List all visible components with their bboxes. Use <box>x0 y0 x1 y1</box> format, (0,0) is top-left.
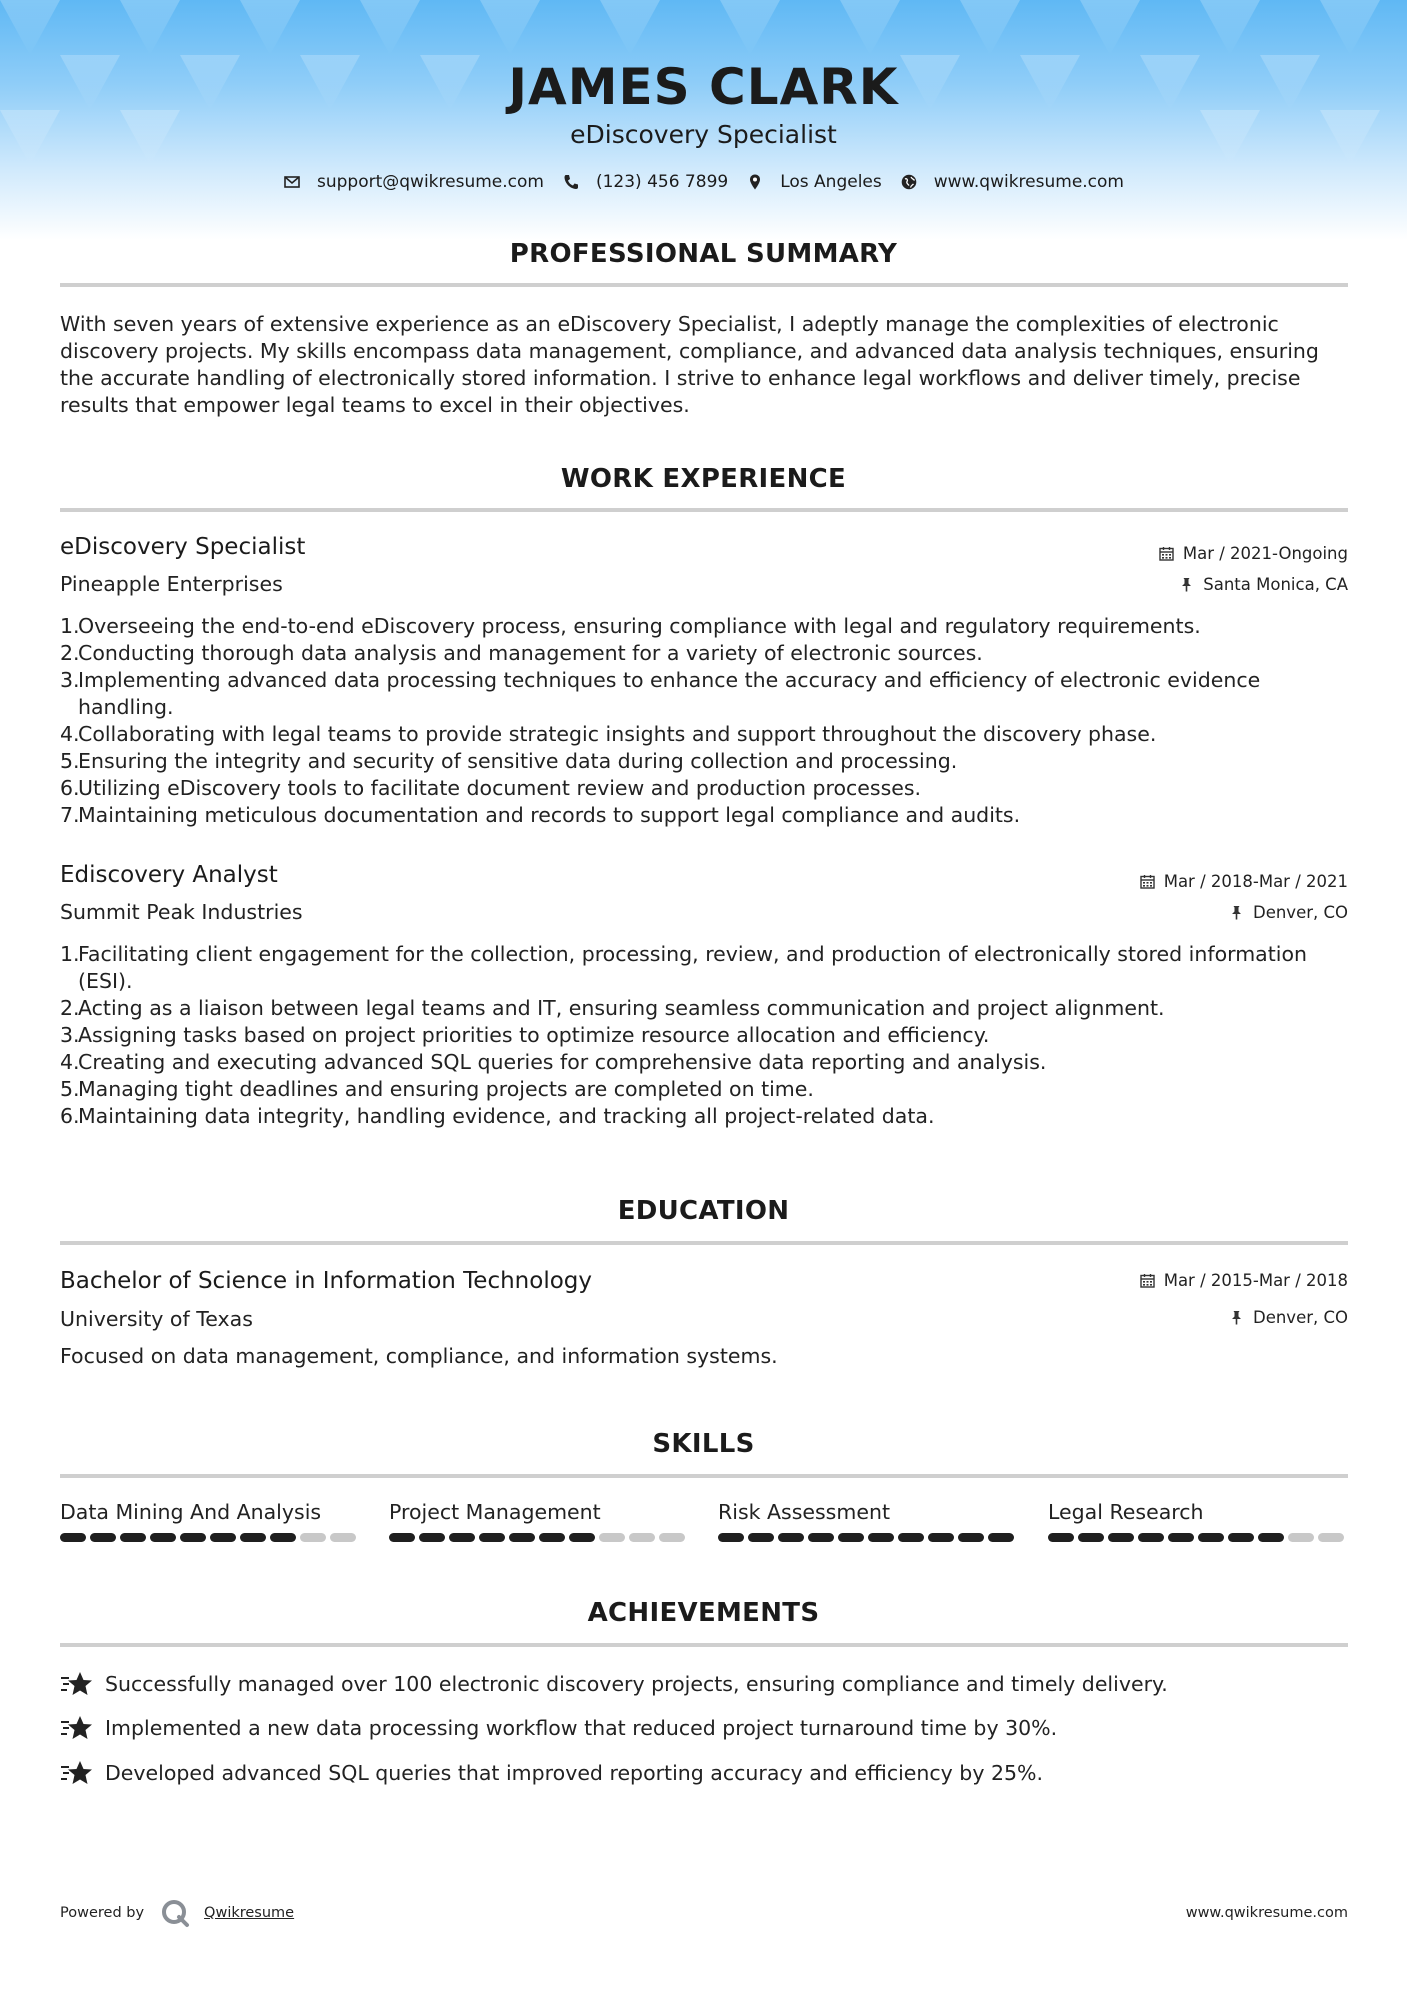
skill-segment-filled <box>1228 1533 1254 1542</box>
achievement-item <box>60 1759 1350 1787</box>
skill-segment-filled <box>210 1533 236 1542</box>
skill-segment-filled <box>928 1533 954 1542</box>
list-item <box>60 1103 1350 1130</box>
skill-segment-filled <box>120 1533 146 1542</box>
contact-location-text: Los Angeles <box>780 172 882 192</box>
skill-level-bar <box>1048 1533 1348 1542</box>
list-item <box>60 721 1350 748</box>
skill-segment-filled <box>1078 1533 1104 1542</box>
item-number: 4. <box>60 1050 80 1074</box>
item-number: 3. <box>60 1023 80 1047</box>
skill-name: Data Mining And Analysis <box>60 1500 322 1524</box>
contact-email[interactable] <box>283 172 544 192</box>
education-dates-text: Mar / 2015-Mar / 2018 <box>1163 1271 1348 1290</box>
skill-segment-filled <box>150 1533 176 1542</box>
education-location <box>1229 1308 1348 1327</box>
calendar-icon <box>1140 1273 1155 1288</box>
list-item <box>60 667 1350 721</box>
skill-segment-empty <box>330 1533 356 1542</box>
skill-level-bar <box>718 1533 1018 1542</box>
school-name: University of Texas <box>60 1307 253 1331</box>
pushpin-icon <box>1179 577 1194 592</box>
skill-segment-filled <box>778 1533 804 1542</box>
item-text <box>78 1022 1350 1049</box>
summary-line: With seven years of extensive experience as an eDiscovery Specialist, I adeptly manage the complexities of electronic <box>60 312 1279 336</box>
job-dates <box>1159 544 1348 563</box>
skill-segment-empty <box>1288 1533 1314 1542</box>
item-number: 2. <box>60 641 80 665</box>
skill-segment-filled <box>718 1533 744 1542</box>
item-text <box>78 613 1350 640</box>
skill-segment-filled <box>270 1533 296 1542</box>
list-item <box>60 941 1350 995</box>
achievement-item <box>60 1714 1350 1742</box>
skill-segment-empty <box>659 1533 685 1542</box>
item-text <box>78 748 1350 775</box>
item-number: 2. <box>60 996 80 1020</box>
item-text <box>78 1076 1350 1103</box>
skill-segment-filled <box>539 1533 565 1542</box>
job-title: Ediscovery Analyst <box>60 862 278 888</box>
summary-text <box>60 311 1350 419</box>
item-text <box>78 721 1350 748</box>
item-number: 6. <box>60 776 80 800</box>
calendar-icon <box>1159 546 1174 561</box>
job-company: Pineapple Enterprises <box>60 572 283 596</box>
item-text <box>78 640 1350 667</box>
map-pin-icon <box>746 173 764 191</box>
achievement-item <box>60 1670 1350 1698</box>
skill-segment-filled <box>1168 1533 1194 1542</box>
brand-link[interactable]: Qwikresume <box>204 1905 295 1921</box>
skill-segment-filled <box>1198 1533 1224 1542</box>
item-text <box>78 941 1350 995</box>
contact-phone-text: (123) 456 7899 <box>595 172 729 192</box>
list-item <box>60 640 1350 667</box>
skill-segment-filled <box>509 1533 535 1542</box>
item-number: 1. <box>60 942 80 966</box>
summary-line: results that empower legal teams to excel in their objectives. <box>60 393 690 417</box>
education-heading: EDUCATION <box>617 1196 790 1226</box>
item-line: Managing tight deadlines and ensuring projects are completed on time. <box>78 1077 814 1101</box>
skill-segment-filled <box>569 1533 595 1542</box>
skill-segment-filled <box>748 1533 774 1542</box>
skill-segment-filled <box>1048 1533 1074 1542</box>
item-line: Facilitating client engagement for the collection, processing, review, and production of electronically stored information <box>78 942 1307 966</box>
summary-divider <box>60 283 1348 287</box>
skill-segment-filled <box>180 1533 206 1542</box>
skill-segment-filled <box>60 1533 86 1542</box>
skill-item <box>60 1500 360 1542</box>
list-item <box>60 802 1350 829</box>
skill-segment-empty <box>599 1533 625 1542</box>
skill-segment-empty <box>300 1533 326 1542</box>
skill-item <box>718 1500 1018 1542</box>
job-responsibilities <box>60 613 1350 829</box>
item-number: 4. <box>60 722 80 746</box>
item-line: Maintaining meticulous documentation and records to support legal compliance and audits. <box>78 803 1021 827</box>
footer-powered-by <box>60 1898 294 1928</box>
item-line: Collaborating with legal teams to provide strategic insights and support throughout the discovery phase. <box>78 722 1157 746</box>
list-item <box>60 995 1350 1022</box>
skill-segment-filled <box>1108 1533 1134 1542</box>
item-line: Overseeing the end-to-end eDiscovery process, ensuring compliance with legal and regulatory requirements. <box>78 614 1201 638</box>
candidate-title: eDiscovery Specialist <box>570 120 837 149</box>
item-line: Utilizing eDiscovery tools to facilitate document review and production processes. <box>78 776 922 800</box>
list-item <box>60 1076 1350 1103</box>
achievements-divider <box>60 1643 1348 1647</box>
skill-segment-filled <box>898 1533 924 1542</box>
list-item <box>60 1049 1350 1076</box>
skill-name: Risk Assessment <box>718 1500 890 1524</box>
item-text <box>78 1103 1350 1130</box>
job-location-text: Santa Monica, CA <box>1203 575 1348 594</box>
skill-segment-filled <box>958 1533 984 1542</box>
star-icon <box>60 1759 94 1787</box>
job-location <box>1229 903 1348 922</box>
job-dates-text: Mar / 2021-Ongoing <box>1182 544 1348 563</box>
achievements-heading: ACHIEVEMENTS <box>587 1598 820 1628</box>
skill-segment-filled <box>838 1533 864 1542</box>
skill-segment-filled <box>449 1533 475 1542</box>
item-line: Assigning tasks based on project priorities to optimize resource allocation and efficiency. <box>78 1023 990 1047</box>
summary-line: discovery projects. My skills encompass data management, compliance, and advanced data analysis techniques, ensuring <box>60 339 1319 363</box>
pushpin-icon <box>1229 1310 1244 1325</box>
job-dates <box>1140 872 1348 891</box>
contact-website-text: www.qwikresume.com <box>933 172 1124 192</box>
qwikresume-logo-icon <box>160 1898 190 1928</box>
powered-by-label: Powered by <box>60 1905 145 1921</box>
candidate-name: JAMES CLARK <box>508 58 899 116</box>
item-text <box>78 1049 1350 1076</box>
skill-segment-empty <box>629 1533 655 1542</box>
globe-icon <box>900 173 918 191</box>
skill-segment-filled <box>90 1533 116 1542</box>
star-icon <box>60 1670 94 1698</box>
item-line: Creating and executing advanced SQL queries for comprehensive data reporting and analysis. <box>78 1050 1047 1074</box>
item-number: 3. <box>60 668 80 692</box>
summary-line: the accurate handling of electronically stored information. I strive to enhance legal workflows and deliver timely, precise <box>60 366 1301 390</box>
contact-email-text: support@qwikresume.com <box>317 172 544 192</box>
job-responsibilities <box>60 941 1350 1130</box>
job-location-text: Denver, CO <box>1252 903 1348 922</box>
item-text <box>78 995 1350 1022</box>
item-number: 1. <box>60 614 80 638</box>
experience-heading: WORK EXPERIENCE <box>560 464 847 494</box>
skill-name: Project Management <box>389 1500 601 1524</box>
skill-segment-filled <box>240 1533 266 1542</box>
skill-segment-filled <box>868 1533 894 1542</box>
skill-segment-filled <box>419 1533 445 1542</box>
skill-level-bar <box>60 1533 360 1542</box>
education-location-text: Denver, CO <box>1252 1308 1348 1327</box>
contact-phone[interactable] <box>562 172 728 192</box>
achievement-text: Developed advanced SQL queries that improved reporting accuracy and efficiency by 25%. <box>105 1761 1044 1785</box>
item-line: Conducting thorough data analysis and management for a variety of electronic sources. <box>78 641 983 665</box>
list-item <box>60 775 1350 802</box>
phone-icon <box>562 173 580 191</box>
degree-title: Bachelor of Science in Information Technology <box>60 1268 592 1294</box>
item-line: Maintaining data integrity, handling evidence, and tracking all project-related data. <box>78 1104 935 1128</box>
list-item <box>60 748 1350 775</box>
summary-heading: PROFESSIONAL SUMMARY <box>509 239 898 269</box>
list-item <box>60 613 1350 640</box>
achievement-text: Implemented a new data processing workflow that reduced project turnaround time by 30%. <box>105 1716 1058 1740</box>
item-text <box>78 802 1350 829</box>
contact-bar <box>0 172 1407 192</box>
skill-name: Legal Research <box>1048 1500 1204 1524</box>
skill-segment-filled <box>479 1533 505 1542</box>
skill-segment-filled <box>1138 1533 1164 1542</box>
skill-segment-filled <box>1258 1533 1284 1542</box>
item-text <box>78 667 1350 721</box>
job-company: Summit Peak Industries <box>60 900 303 924</box>
skills-heading: SKILLS <box>652 1429 755 1459</box>
item-line: Ensuring the integrity and security of sensitive data during collection and processing. <box>78 749 958 773</box>
skill-item <box>389 1500 689 1542</box>
item-line: Implementing advanced data processing techniques to enhance the accuracy and efficiency of electronic evidence <box>78 668 1261 692</box>
job-title: eDiscovery Specialist <box>60 534 306 560</box>
job-dates-text: Mar / 2018-Mar / 2021 <box>1163 872 1348 891</box>
item-line: (ESI). <box>78 969 133 993</box>
list-item <box>60 1022 1350 1049</box>
item-line: handling. <box>78 695 174 719</box>
contact-website[interactable] <box>900 172 1124 192</box>
skill-segment-filled <box>808 1533 834 1542</box>
skill-segment-filled <box>389 1533 415 1542</box>
education-dates <box>1140 1271 1348 1290</box>
item-number: 6. <box>60 1104 80 1128</box>
skill-segment-empty <box>1318 1533 1344 1542</box>
skills-divider <box>60 1474 1348 1478</box>
job-location <box>1179 575 1348 594</box>
skill-item <box>1048 1500 1348 1542</box>
experience-divider <box>60 508 1348 512</box>
footer-website[interactable]: www.qwikresume.com <box>1185 1905 1348 1921</box>
item-number: 7. <box>60 803 80 827</box>
skill-level-bar <box>389 1533 689 1542</box>
skill-segment-filled <box>988 1533 1014 1542</box>
achievement-text: Successfully managed over 100 electronic discovery projects, ensuring compliance and timely delivery. <box>105 1672 1168 1696</box>
envelope-icon <box>283 173 301 191</box>
item-number: 5. <box>60 1077 80 1101</box>
pushpin-icon <box>1229 905 1244 920</box>
contact-location <box>746 172 882 192</box>
education-description: Focused on data management, compliance, and information systems. <box>60 1344 778 1368</box>
education-divider <box>60 1241 1348 1245</box>
item-number: 5. <box>60 749 80 773</box>
item-line: Acting as a liaison between legal teams and IT, ensuring seamless communication and project alignment. <box>78 996 1165 1020</box>
star-icon <box>60 1714 94 1742</box>
item-text <box>78 775 1350 802</box>
calendar-icon <box>1140 874 1155 889</box>
